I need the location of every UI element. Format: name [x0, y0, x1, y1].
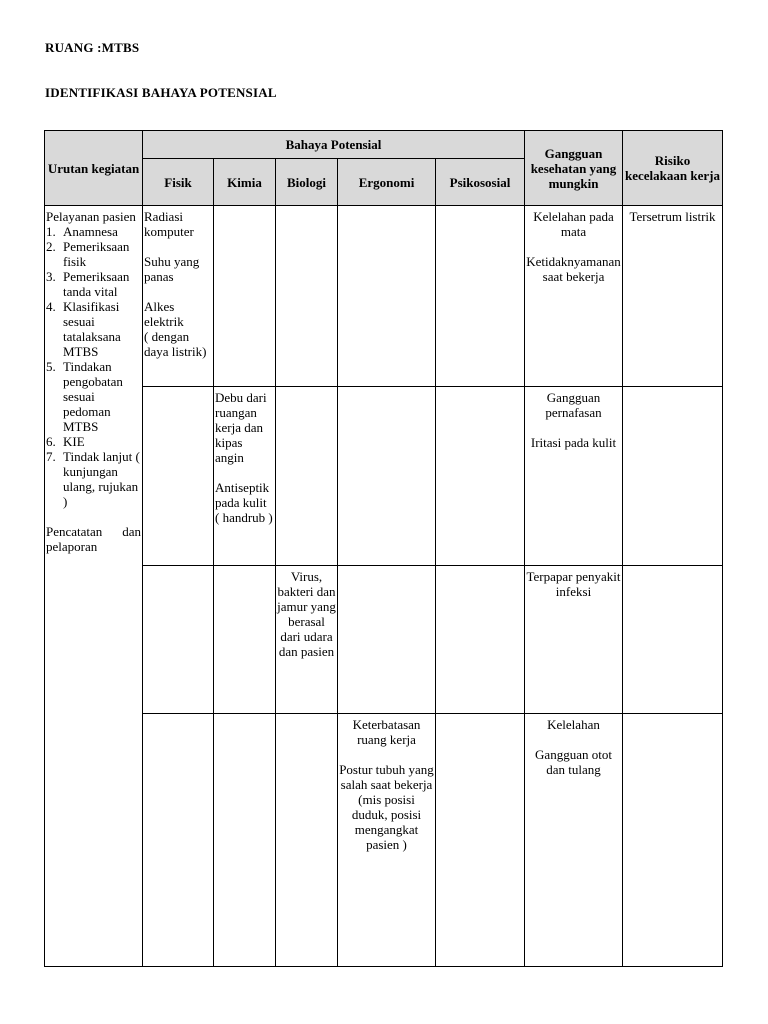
kegiatan-step	[46, 269, 141, 299]
header-kimia: Kimia	[214, 159, 276, 206]
hazard-entry: Kelelahan	[547, 716, 600, 732]
cell-ergonomi-1	[338, 206, 436, 387]
hazard-entry: Terpapar penyakit infeksi	[526, 569, 621, 600]
cell-ergonomi-2	[338, 387, 436, 566]
document-title: IDENTIFIKASI BAHAYA POTENSIAL	[45, 85, 277, 100]
kegiatan-pencatatan: Pencatatan dan pelaporan	[46, 524, 141, 555]
cell-biologi-1	[276, 206, 338, 387]
cell-psikososial-1	[436, 206, 525, 387]
hazard-entry: Debu dari ruangan kerja dan kipas angin	[215, 390, 267, 466]
hazard-entry: Gangguan otot dan tulang	[535, 746, 612, 777]
cell-biologi-3	[276, 566, 338, 713]
kegiatan-intro: Pelayanan pasien	[46, 209, 136, 225]
hazard-entry: Suhu yang panas	[144, 254, 200, 285]
hazard-entry: Ketidaknyamanan saat bekerja	[526, 254, 621, 285]
cell-fisik-1	[143, 206, 214, 387]
header-biologi: Biologi	[276, 159, 338, 206]
hazard-entry: Postur tubuh yang salah saat bekerja (mis posisi duduk, posisi mengangkat pasien )	[339, 761, 434, 852]
cell-kimia-2	[214, 387, 276, 566]
hazard-entry: Tersetrum listrik	[629, 209, 716, 225]
step-text: Tindak lanjut ( kunjungan ulang, rujukan )	[63, 449, 140, 510]
hazard-entry: Alkes elektrik ( dengan daya listrik)	[144, 299, 207, 360]
kegiatan-step	[46, 224, 141, 239]
kegiatan-step	[46, 449, 141, 509]
cell-psikososial-3	[436, 566, 525, 713]
hazard-entry: Gangguan pernafasan	[545, 390, 602, 421]
cell-kimia-3	[214, 566, 276, 713]
hazard-entry: Antiseptik pada kulit ( handrub )	[215, 480, 273, 526]
hazard-entry: Keterbatasan ruang kerja	[352, 716, 421, 747]
cell-biologi-2	[276, 387, 338, 566]
hazard-entry: Kelelahan pada mata	[533, 209, 614, 240]
hazard-entry: Radiasi komputer	[144, 209, 194, 240]
header-gangguan-kesehatan: Gangguan kesehatan yang mungkin	[525, 131, 623, 206]
cell-fisik-4	[143, 713, 214, 966]
cell-risiko-3	[623, 566, 723, 713]
header-bahaya-potensial: Bahaya Potensial	[143, 131, 525, 159]
kegiatan-steps	[46, 224, 141, 509]
step-number: 2.	[46, 239, 56, 255]
step-number: 4.	[46, 299, 56, 315]
kegiatan-step	[46, 299, 141, 359]
cell-gangguan-1	[525, 206, 623, 387]
header-fisik: Fisik	[143, 159, 214, 206]
cell-gangguan-3	[525, 566, 623, 713]
cell-risiko-4	[623, 713, 723, 966]
step-number: 6.	[46, 434, 56, 450]
kegiatan-step	[46, 434, 141, 449]
step-number: 3.	[46, 269, 56, 285]
cell-gangguan-2	[525, 387, 623, 566]
step-number: 1.	[46, 224, 56, 240]
kegiatan-step	[46, 239, 141, 269]
step-text: Tindakan pengobatan sesuai pedoman MTBS	[63, 359, 123, 435]
header-psikososial: Psikososial	[436, 159, 525, 206]
room-label: RUANG :MTBS	[45, 40, 140, 55]
step-text: Klasifikasi sesuai tatalaksana MTBS	[63, 299, 121, 360]
step-number: 7.	[46, 449, 56, 465]
cell-ergonomi-3	[338, 566, 436, 713]
cell-kimia-1	[214, 206, 276, 387]
cell-kimia-4	[214, 713, 276, 966]
cell-psikososial-4	[436, 713, 525, 966]
cell-risiko-1	[623, 206, 723, 387]
hazard-table	[44, 130, 723, 967]
cell-fisik-3	[143, 566, 214, 713]
cell-urutan-kegiatan	[45, 206, 143, 967]
cell-psikososial-2	[436, 387, 525, 566]
cell-biologi-4	[276, 713, 338, 966]
step-text: Anamnesa	[63, 224, 118, 240]
step-text: KIE	[63, 434, 85, 450]
header-ergonomi: Ergonomi	[338, 159, 436, 206]
cell-gangguan-4	[525, 713, 623, 966]
header-risiko-kecelakaan: Risiko kecelakaan kerja	[623, 131, 723, 206]
step-number: 5.	[46, 359, 56, 375]
kegiatan-step	[46, 359, 141, 434]
step-text: Pemeriksaan fisik	[63, 239, 130, 270]
hazard-entry: Virus, bakteri dan jamur yang berasal dari udara dan pasien	[277, 569, 336, 660]
hazard-entry: Iritasi pada kulit	[530, 435, 617, 451]
header-urutan-kegiatan: Urutan kegiatan	[45, 131, 143, 206]
cell-ergonomi-4	[338, 713, 436, 966]
cell-fisik-2	[143, 387, 214, 566]
step-text: Pemeriksaan tanda vital	[63, 269, 130, 300]
cell-risiko-2	[623, 387, 723, 566]
